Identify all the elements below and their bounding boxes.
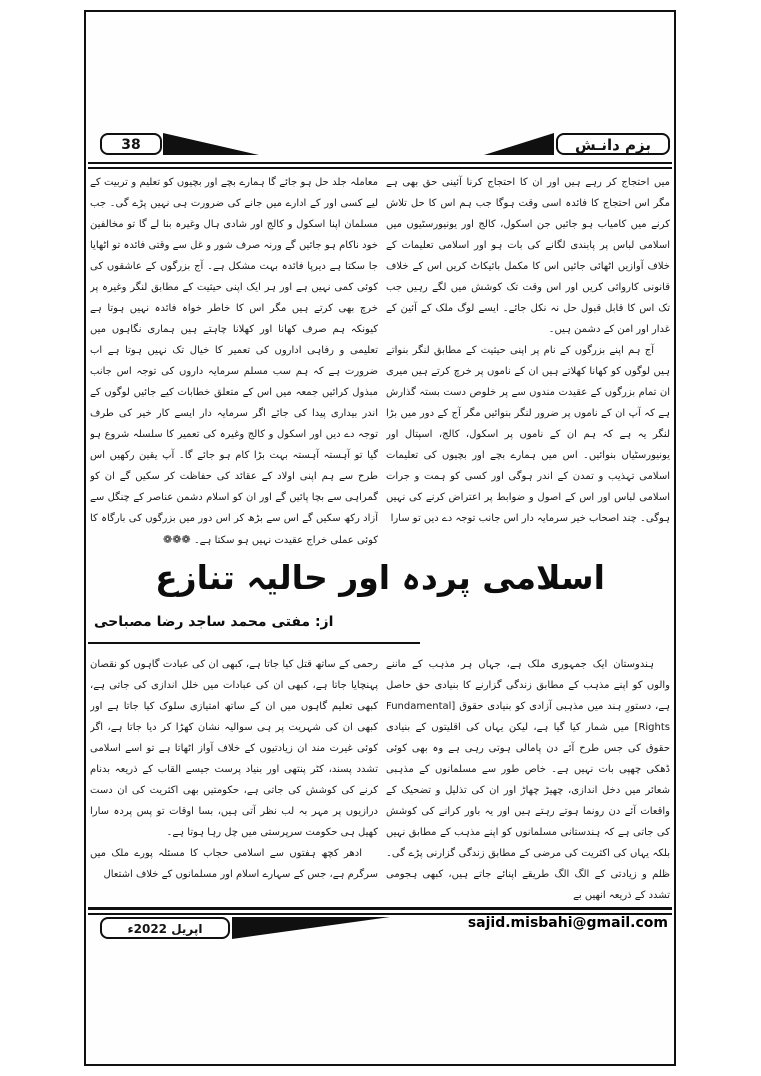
article-title: اسلامی پردہ اور حالیہ تنازع — [155, 558, 605, 597]
top-section-left-column — [90, 172, 378, 550]
footer-double-rule — [88, 907, 672, 915]
top-section-right-column — [386, 172, 670, 550]
byline-rule — [88, 642, 420, 644]
article-byline: از: مفتی محمد ساجد رضا مصباحی — [94, 614, 334, 630]
bottom-section-right-column — [386, 654, 670, 904]
paragraph: میں احتجاج کر رہے ہیں اور ان کا احتجاج کرنا آئینی حق بھی ہے مگر اس احتجاج کا فائدہ اسی وقت ہوگا جب ہم اس کا حل تلاش کرنے میں کامیاب ہو جائیں جن اسکول، کالج اور یونیورسٹیوں میں اسلامی لباس پر پابندی لگانے کی بات ہو اور اسلامی تعلیمات کے خلاف آوازیں اٹھائی جائیں اس کا مکمل بائیکاٹ کریں اس کے خلاف قانونی کاروائی کریں اور اس وقت تک کوشش میں لگے رہیں جب تک اس کا قابل قبول حل نہ نکل جائے۔ ایسے لوگ ملک کے آئین کے غدار اور امن کے دشمن ہیں۔ — [386, 177, 670, 335]
section-divider-ornament: ❁❁❁ — [162, 533, 191, 546]
paragraph: رحمی کے ساتھ قتل کیا جاتا ہے، کبھی ان کی عبادت گاہوں کو نقصان پہنچایا جاتا ہے، کبھی ان کی عبادات میں خلل اندازی کی جاتی ہے، کبھی تعلیم گاہوں میں ان کے ساتھ امتیازی سلوک کیا جاتا ہے اور کبھی ان کی شہریت پر ہی سوالیہ نشان کھڑا کر دیا جاتا ہے، اگر کوئی غیرت مند ان زیادتیوں کے خلاف آواز اٹھاتا ہے تو اسے اسلامی تشدد پسند، کٹر پنتھی اور بنیاد پرست جیسے القاب کے ذریعہ بدنام کرنے کی کوشش کی جاتی ہے، حکومتیں بھی اکثریت کی ان دست درازیوں پر مہر بہ لب نظر آتی ہیں، بسا اوقات تو پس پردہ سارا کھیل ہی حکومت سرپرستی میں چل رہا ہوتا ہے۔ — [90, 659, 378, 838]
masthead-wedge-decoration — [484, 133, 554, 155]
paragraph — [90, 172, 378, 550]
bottom-section-left-column — [90, 654, 378, 904]
page-number-badge: 38 — [100, 133, 162, 155]
header-double-rule — [88, 162, 672, 169]
page-border-frame — [84, 10, 676, 1066]
issue-date-badge: اپریل 2022ء — [100, 917, 230, 939]
issue-date-wedge-decoration — [232, 917, 390, 939]
paragraph-text: معاملہ جلد حل ہو جائے گا ہمارے بچے اور بچیوں کو تعلیم و تربیت کے لیے کسی اور کے ادارے میں جانے کی ضرورت ہی نہیں پڑے گی۔ جب مسلمان اپنا اسکول و کالج اور شادی ہال وغیرہ بنا لے گا تو مخالفین خود ناکام ہو جائیں گے ورنہ صرف شور و غل سے وقتی فائدہ تو اٹھایا جا سکتا ہے دیرپا فائدہ بہت مشکل ہے۔ آج بزرگوں کے عاشقوں کی کوئی کمی نہیں ہے اور ہر ایک اپنی حیثیت کے مطابق لنگر وغیرہ پر خرچ بھی کرتے ہیں مگر اس کا خاطر خواہ فائدہ نہیں ہوتا ہے کیونکہ ہم صرف کھانا اور کھلانا چاہتے ہیں ہماری نگاہوں میں تعلیمی و رفاہی اداروں کی تعمیر کا خیال تک نہیں ہوتا ہے اب ضرورت ہے کہ ہم سب مسلم سرمایہ داروں کی توجہ اس جانب مبذول کرائیں جمعہ میں اس کے متعلق خطابات کیے جائیں لوگوں کے اندر بیداری پیدا کی جائے اگر سرمایہ دار ایسے کار خیر کی طرف توجہ دے دیں اور اسکول و کالج وغیرہ کی تعمیر کا سلسلہ شروع ہو گیا تو آہستہ آہستہ بہت بڑا کام ہو جائے گا۔ آپ یقین رکھیں اس طرح سے ہم اپنی اولاد کے عقائد کی حفاظت کر سکیں گے ان کو گمراہی سے بچا پائیں گے اور ان کو اسلام دشمن عناصر کے چنگل سے آزاد رکھ سکیں گے اس سے بڑھ کر اس دور میں بزرگوں کی بارگاہ کا کوئی عملی خراج عقیدت نہیں ہو سکتا ہے۔ — [90, 177, 378, 546]
paragraph: ہندوستان ایک جمہوری ملک ہے، جہاں ہر مذہب کے ماننے والوں کو اپنے مذہب کے مطابق زندگی گزارنے کا بنیادی حق حاصل ہے، دستورِ ہند میں مذہبی آزادی کو بنیادی حقوق [Fundamental Rights] میں شمار کیا گیا ہے، لیکن یہاں کی اقلیتوں کے بنیادی حقوق کی جس طرح آئے دن پامالی ہوتی رہی ہے وہ بھی کوئی ڈھکی چھپی بات نہیں ہے۔ خاص طور سے مسلمانوں کے مذہبی شعائر میں دخل اندازی، چھیڑ چھاڑ اور ان کی تذلیل و تضحیک کے واقعات آئے دن رونما ہوتے رہتے ہیں اور یہ باور کرانے کی کوشش کی جاتی ہے کہ ہندستانی مسلمانوں کو اپنے مذہب کے مطابق نہیں بلکہ یہاں کی اکثریت کی مرضی کے مطابق زندگی گزارنی پڑے گی۔ ظلم و زیادتی کے الگ الگ طریقے اپنائے جاتے ہیں، کبھی ہجومی تشدد کے ذریعہ انھیں بے — [386, 659, 670, 901]
paragraph: ادھر کچھ ہفتوں سے اسلامی حجاب کا مسئلہ پورے ملک میں سرگرم ہے، جس کے سہارے اسلام اور مسلمانوں کے خلاف اشتعال — [90, 848, 378, 880]
masthead-title-badge: بزم دانـش — [556, 133, 670, 155]
author-email-text: sajid.misbahi@gmail.com — [467, 915, 668, 931]
paragraph: آج ہم اپنے بزرگوں کے نام پر اپنی حیثیت کے مطابق لنگر بنواتے ہیں لوگوں کو کھانا کھلاتے ہیں ان کے ناموں پر خرچ کرتے ہیں میری ان تمام بزرگوں کے عقیدت مندوں سے پر خلوص دست بستہ گذارش ہے کہ آپ ان کے ناموں پر ضرور لنگر بنوائیں مگر آج کے دور میں بڑا لنگر یہ ہے کہ ہم ان کے ناموں پر اسکول، کالج، اسپتال اور یونیورسٹیاں بنوائیں۔ اس میں ہمارے بچے اور بچیوں کی تعلیمات اسلامی تہذیب و تمدن کے اندر ہوگی اور کسی کو ہمت و جرات اسلامی لباس اور اس کے اصول و ضوابط پر اعتراض کرنے کی نہیں ہوگی۔ چند اصحاب خیر سرمایہ دار اس جانب توجہ دے دیں تو سارا — [386, 345, 670, 524]
page-number-wedge-decoration — [163, 133, 259, 155]
